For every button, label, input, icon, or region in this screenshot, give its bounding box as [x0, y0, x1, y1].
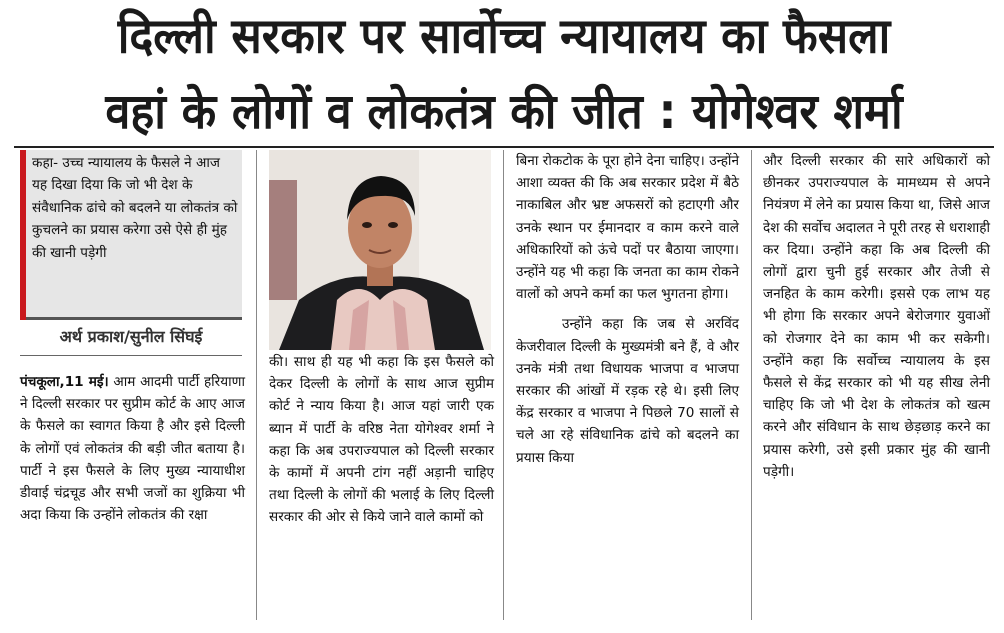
portrait-photo: [269, 150, 491, 350]
summary-bottom-rule: [26, 317, 242, 320]
article-column-1: [20, 371, 245, 526]
headline-rule: [14, 146, 994, 148]
column-1-text: आम आदमी पार्टी हरियाणा ने दिल्ली सरकार पर सुप्रीम कोर्ट के आए आज के फैसले का स्वागत किया है और इसे दिल्ली के लोगों एवं लोकतंत्र की बड़ी जीत बताया है। पार्टी ने इस फैसले के लिए मुख्य न्यायाधीश डीवाई चंद्रचूड और सभी जजों का शुक्रिया भी अदा किया कि उन्होंने लोकतंत्र की रक्षा: [20, 374, 245, 524]
headline-line-2: वहां के लोगों व लोकतंत्र की जीत : योगेश्वर शर्मा: [105, 82, 903, 140]
column-divider: [256, 150, 257, 620]
headline-line-1: दिल्ली सरकार पर सार्वोच्च न्यायालय का फैसला: [117, 7, 891, 65]
column-3-paragraph-1: बिना रोकटोक के पूरा होने देना चाहिए। उन्होंने आशा व्यक्त की कि अब सरकार प्रदेश में बैठे नाकाबिल और भ्रष्ट अफसरों को हटाएगी और उनके स्थान पर ईमानदार व काम करने वाले अधिकारियों को ऊंचे पदों पर बैठाया जाएगा। उन्होंने यह भी कहा कि जनता का काम रोकने वालों को अपने कर्मा का फल भुगतना होगा।: [516, 153, 739, 303]
article-column-4: [763, 150, 990, 483]
column-divider: [751, 150, 752, 620]
byline-rule: [20, 355, 242, 356]
column-4-text: और दिल्ली सरकार की सारे अधिकारों को छीनकर उपराज्यपाल के मामध्यम से अपने नियंत्रण में लेने का प्रयास किया था, जिसे आज देश की सर्वोच अदालत ने पूरी तरह से धराशाही कर दिया। उन्होंने कहा कि अब दिल्ली की लोगों द्वारा चुनी हुई सरकार और तेजी से जनहित के काम करेगी। इससे एक लाभ यह भी होगा कि सरकार अपने बेरोजगार युवाओं को रोजगार देने का काम भी कर सकेगी। उन्होंने कहा कि सर्वोच्च न्यायालय के इस फैसले से केंद्र सरकार को भी यह सीख लेनी चाहिए कि जो भी देश के लोकतंत्र को खत्म करने और संविधान के साथ छेड़छाड़ करने का प्रयास करेगी, उसे इसी प्रकार मुंह की खानी पड़ेगी।: [763, 153, 990, 480]
summary-text: कहा- उच्च न्यायालय के फैसले ने आज यह दिखा दिया कि जो भी देश के संवैधानिक ढांचे को बदलने या लोकतंत्र को कुचलने का प्रयास करेगा उसे ऐसे ही मुंह की खानी पड़ेगी: [32, 155, 238, 261]
article-column-2: [269, 351, 494, 529]
portrait-illustration: [269, 150, 491, 350]
headline: [14, 0, 994, 150]
column-2-text: की। साथ ही यह भी कहा कि इस फैसले को देकर दिल्ली के लोगों के साथ आज सुप्रीम कोर्ट ने न्याय किया है। आज यहां जारी एक ब्यान में पार्टी के वरिष्ठ नेता योगेश्वर शर्मा ने कहा कि अब उपराज्यपाल को दिल्ली सरकार के कामों में अपनी टांग नहीं अड़ानी चाहिए तथा दिल्ली के लोगों की भलाई के लिए दिल्ली सरकार की ओर से किये जाने वाले कामों को: [269, 354, 494, 526]
summary-box: [20, 150, 242, 320]
column-divider: [503, 150, 504, 620]
dateline: पंचकूला,11 मई।: [20, 374, 109, 390]
column-3-paragraph-2: उन्होंने कहा कि जब से अरविंद केजरीवाल दिल्ली के मुख्यमंत्री बने हैं, वे और उनके मंत्री तथा विधायक भाजपा व भाजपा सरकार की आंखों में रड़क रहे थे। इसी लिए केंद्र सरकार व भाजपा ने पिछले 70 सालों से चले आ रहे संविधानिक ढांचे को बदलने का प्रयास किया: [516, 316, 739, 466]
byline: अर्थ प्रकाश/सुनील सिंघई: [59, 327, 203, 346]
article-column-3: [516, 150, 739, 469]
